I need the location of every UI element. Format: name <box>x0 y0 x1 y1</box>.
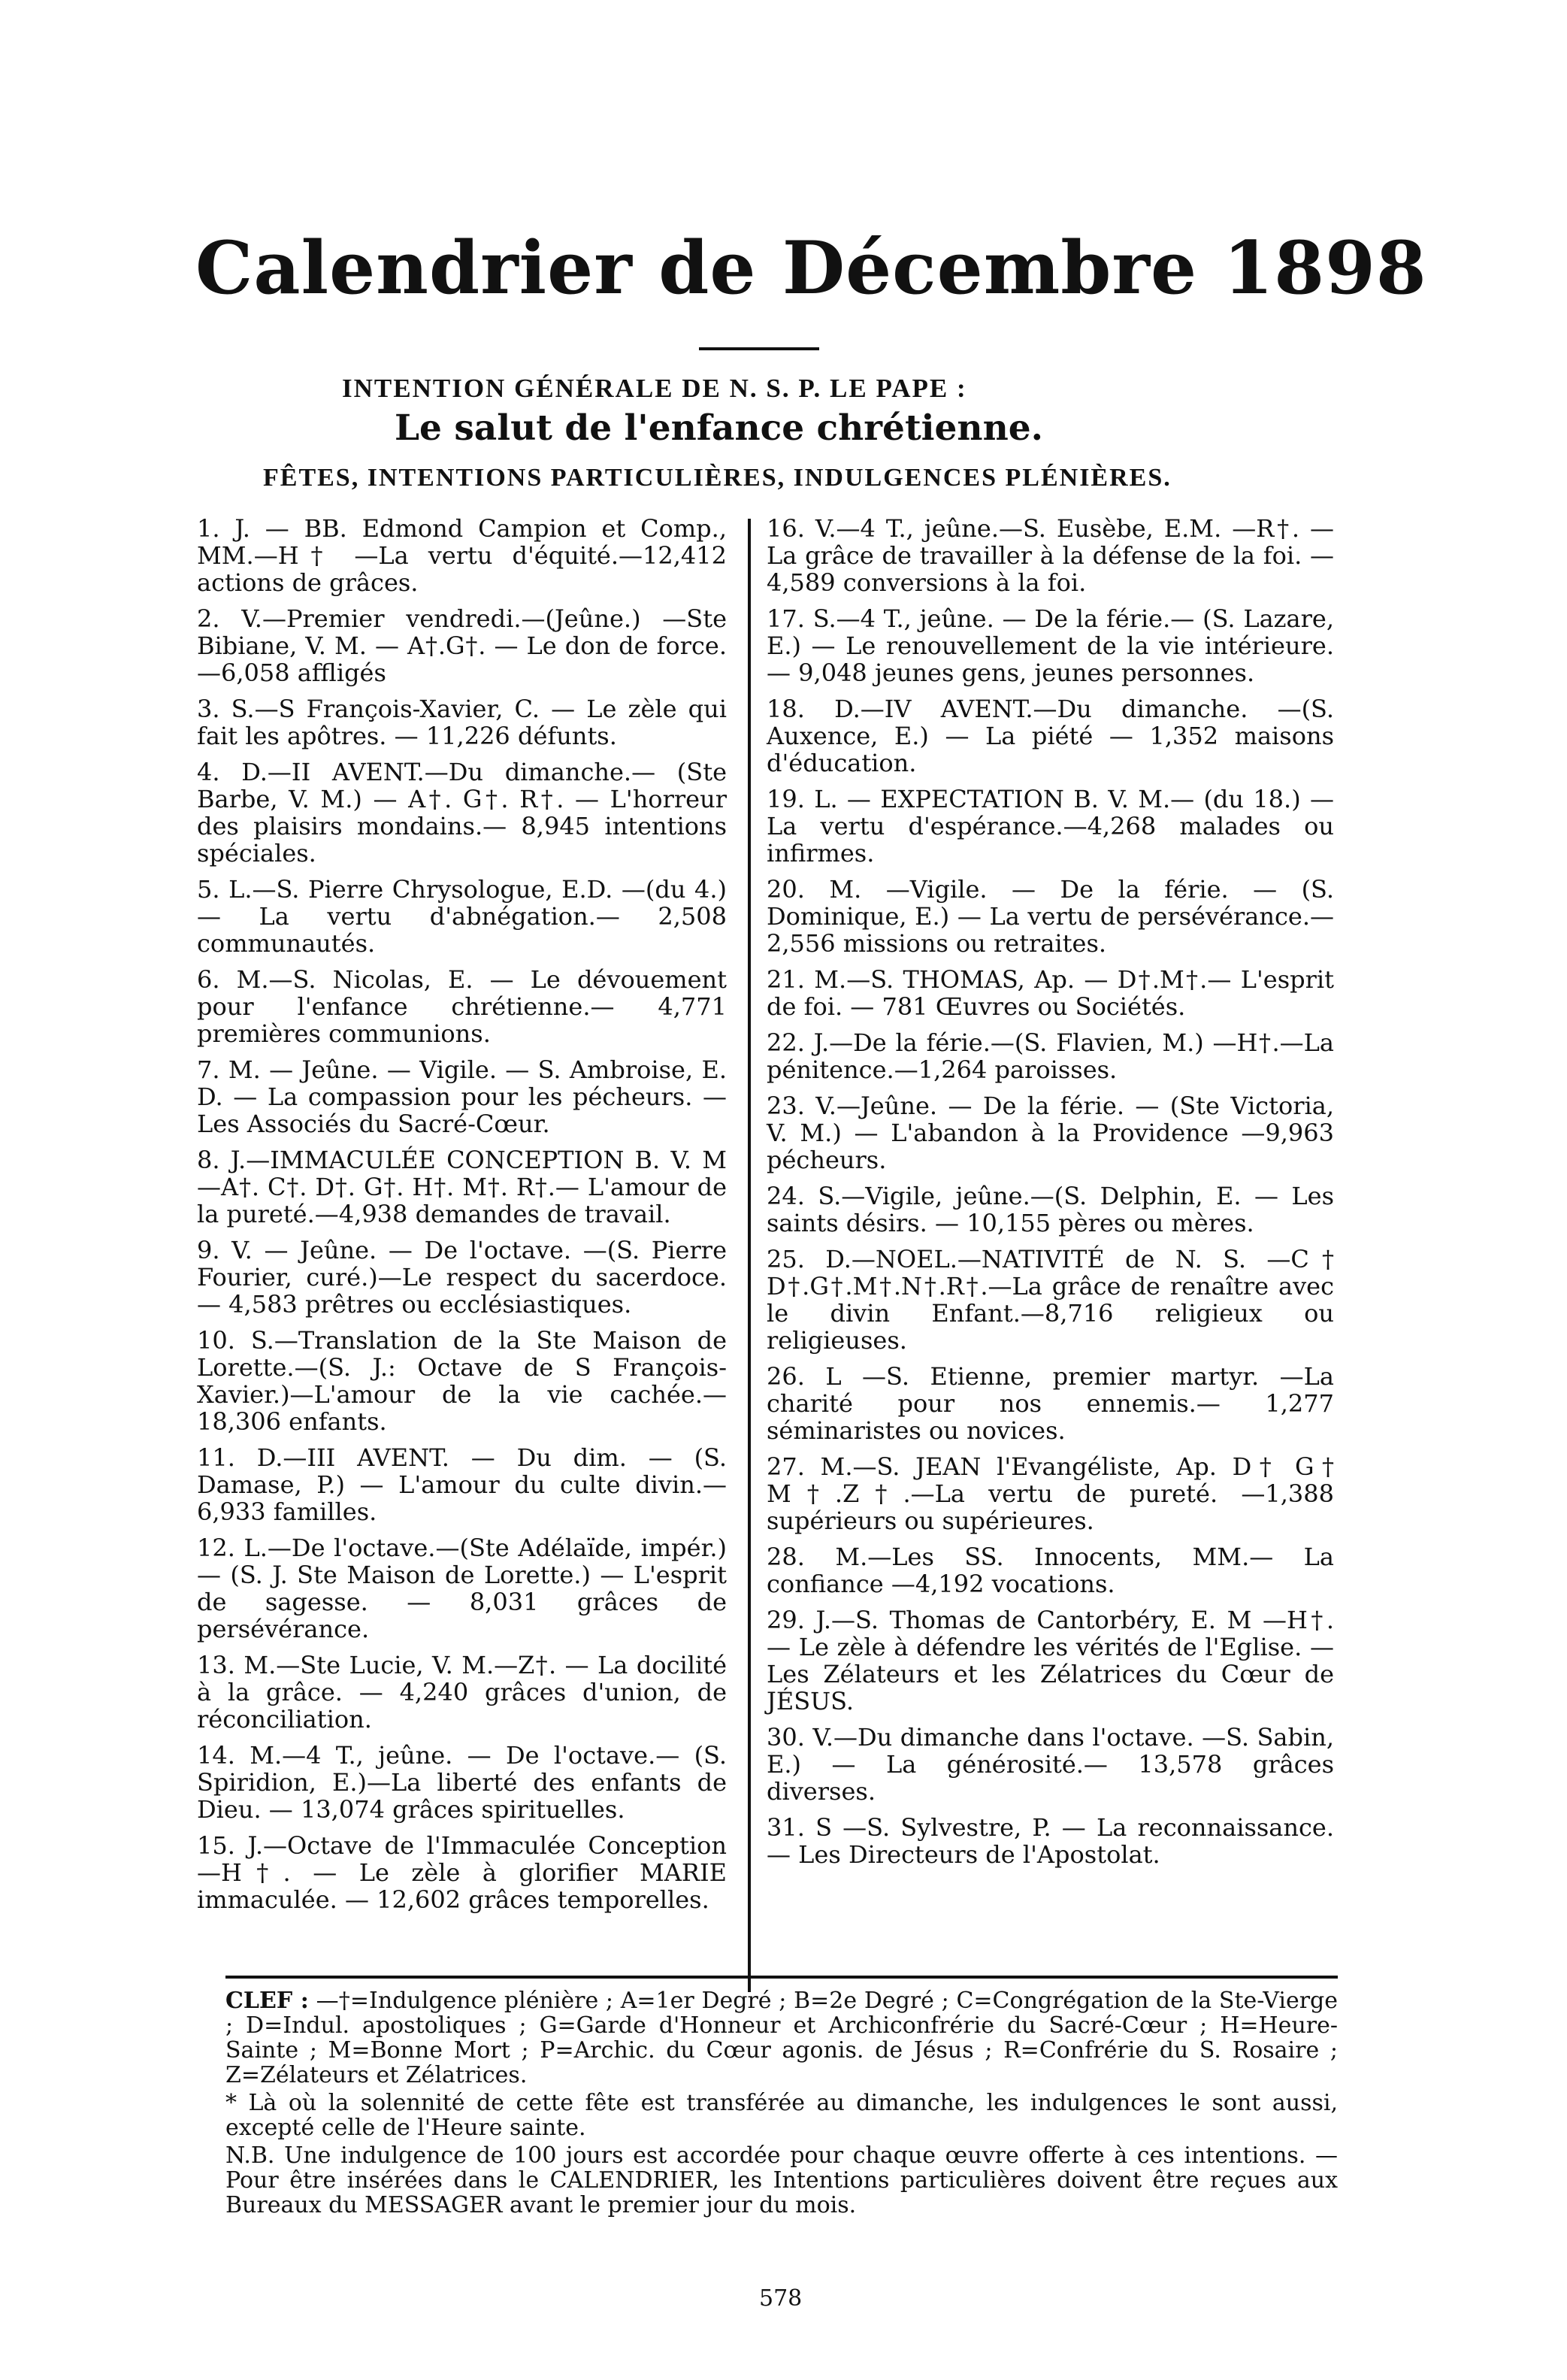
key-text: —†=Indulgence plénière ; A=1er Degré ; B=2e Degré ; C=Congrégation de la Ste-Vierge ; D=Indul. apostoliques ; G=Garde d'Honneur et Archiconfrérie du Sacré-Cœur ; H=Heure-Sainte ; M=Bonne Mort ; P=Archic. du Cœur agonis. de Jésus ; R=Confrérie du S. Rosaire ; Z=Zélateurs et Zélatrices. <box>225 1988 1338 2088</box>
calendar-entry: 9. V. — Jeûne. — De l'octave. —(S. Pierre Fourier, curé.)—Le respect du sacerdoce. — 4,583 prêtres ou ecclésiastiques. <box>197 1236 727 1319</box>
section-heading: FÊTES, INTENTIONS PARTICULIÈRES, INDULGENCES PLÉNIÈRES. <box>263 464 1172 492</box>
footer-notes <box>225 1988 1338 2221</box>
calendar-entry: 18. D.—IV AVENT.—Du dimanche. —(S. Auxence, E.) — La piété — 1,352 maisons d'éducation. <box>767 695 1334 777</box>
calendar-entry: 14. M.—4 T., jeûne. — De l'octave.— (S. Spiridion, E.)—La liberté des enfants de Dieu. — 13,074 grâces spirituelles. <box>197 1741 727 1824</box>
calendar-entry: 24. S.—Vigile, jeûne.—(S. Delphin, E. — Les saints désirs. — 10,155 pères ou mères. <box>767 1182 1334 1237</box>
intention-heading: INTENTION GÉNÉRALE DE N. S. P. LE PAPE : <box>342 374 967 403</box>
calendar-entry: 8. J.—IMMACULÉE CONCEPTION B. V. M —A†. C†. D†. G†. H†. M†. R†.— L'amour de la pureté.—4,938 demandes de travail. <box>197 1146 727 1228</box>
calendar-entry: 5. L.—S. Pierre Chrysologue, E.D. —(du 4.) — La vertu d'abnégation.— 2,508 communautés. <box>197 875 727 958</box>
title-divider <box>699 347 819 350</box>
calendar-entry: 29. J.—S. Thomas de Cantorbéry, E. M —H†. — Le zèle à défendre les vérités de l'Eglise. — Les Zélateurs et les Zélatrices du Cœur de JÉSUS. <box>767 1606 1334 1715</box>
calendar-entry: 23. V.—Jeûne. — De la férie. — (Ste Victoria, V. M.) — L'abandon à la Providence —9,963 pécheurs. <box>767 1092 1334 1174</box>
calendar-entry: 31. S —S. Sylvestre, P. — La reconnaissance. — Les Directeurs de l'Apostolat. <box>767 1813 1334 1869</box>
column-divider <box>748 519 751 1992</box>
calendar-entry: 11. D.—III AVENT. — Du dim. — (S. Damase, P.) — L'amour du culte divin.—6,933 familles. <box>197 1443 727 1526</box>
key-legend <box>225 1988 1338 2088</box>
calendar-entry: 12. L.—De l'octave.—(Ste Adélaïde, impér.) — (S. J. Ste Maison de Lorette.) — L'esprit de sagesse. — 8,031 grâces de persévérance. <box>197 1534 727 1643</box>
calendar-entry: 3. S.—S François-Xavier, C. — Le zèle qui fait les apôtres. — 11,226 défunts. <box>197 695 727 750</box>
page-title: Calendrier de Décembre 1898 <box>195 226 1427 310</box>
calendar-entry: 26. L —S. Etienne, premier martyr. —La charité pour nos ennemis.— 1,277 séminaristes ou novices. <box>767 1362 1334 1445</box>
calendar-entry: 25. D.—NOEL.—NATIVITÉ de N. S. —C† D†.G†.M†.N†.R†.—La grâce de renaître avec le divin Enfant.—8,716 religieux ou religieuses. <box>767 1245 1334 1355</box>
key-label: CLEF : <box>225 1988 309 2014</box>
left-column <box>197 515 727 1922</box>
calendar-entry: 13. M.—Ste Lucie, V. M.—Z†. — La docilité à la grâce. — 4,240 grâces d'union, de réconciliation. <box>197 1651 727 1734</box>
calendar-entry: 4. D.—II AVENT.—Du dimanche.— (Ste Barbe, V. M.) — A†. G†. R†. — L'horreur des plaisirs mondains.— 8,945 intentions spéciales. <box>197 758 727 868</box>
note-star: * Là où la solennité de cette fête est transférée au dimanche, les indulgences le sont aussi, excepté celle de l'Heure sainte. <box>225 2090 1338 2141</box>
calendar-entry: 20. M. —Vigile. — De la férie. — (S. Dominique, E.) — La vertu de persévérance.—2,556 missions ou retraites. <box>767 875 1334 958</box>
right-column <box>767 515 1334 1877</box>
calendar-entry: 27. M.—S. JEAN l'Evangéliste, Ap. D† G† M†.Z†.—La vertu de pureté. —1,388 supérieurs ou supérieures. <box>767 1452 1334 1535</box>
calendar-entry: 22. J.—De la férie.—(S. Flavien, M.) —H†.—La pénitence.—1,264 paroisses. <box>767 1028 1334 1084</box>
calendar-entry: 6. M.—S. Nicolas, E. — Le dévouement pour l'enfance chrétienne.— 4,771 premières communions. <box>197 965 727 1048</box>
calendar-entry: 21. M.—S. THOMAS, Ap. — D†.M†.— L'esprit de foi. — 781 Œuvres ou Sociétés. <box>767 965 1334 1021</box>
note-nb: N.B. Une indulgence de 100 jours est accordée pour chaque œuvre offerte à ces intentions. — Pour être insérées dans le CALENDRIER, les Intentions particulières doivent être reçues aux Bureaux du MESSAGER avant le premier jour du mois. <box>225 2142 1338 2218</box>
calendar-entry: 2. V.—Premier vendredi.—(Jeûne.) —Ste Bibiane, V. M. — A†.G†. — Le don de force.—6,058 affligés <box>197 604 727 687</box>
intention-subtitle: Le salut de l'enfance chrétienne. <box>395 407 1044 449</box>
calendar-entry: 7. M. — Jeûne. — Vigile. — S. Ambroise, E. D. — La compassion pour les pécheurs. — Les Associés du Sacré-Cœur. <box>197 1055 727 1138</box>
calendar-entry: 19. L. — EXPECTATION B. V. M.— (du 18.) — La vertu d'espérance.—4,268 malades ou infirmes. <box>767 785 1334 868</box>
calendar-entry: 28. M.—Les SS. Innocents, MM.— La confiance —4,192 vocations. <box>767 1543 1334 1598</box>
calendar-entry: 16. V.—4 T., jeûne.—S. Eusèbe, E.M. —R†. — La grâce de travailler à la défense de la foi. — 4,589 conversions à la foi. <box>767 514 1334 597</box>
calendar-entry: 17. S.—4 T., jeûne. — De la férie.— (S. Lazare, E.) — Le renouvellement de la vie intérieure. — 9,048 jeunes gens, jeunes personnes. <box>767 604 1334 687</box>
page-number: 578 <box>759 2285 803 2312</box>
footer-divider <box>225 1976 1338 1979</box>
calendar-entry: 10. S.—Translation de la Ste Maison de Lorette.—(S. J.: Octave de S François-Xavier.)—L'amour de la vie cachée.—18,306 enfants. <box>197 1326 727 1436</box>
calendar-entry: 1. J. — BB. Edmond Campion et Comp., MM.—H† —La vertu d'équité.—12,412 actions de grâces. <box>197 514 727 597</box>
calendar-entry: 15. J.—Octave de l'Immaculée Conception —H†. — Le zèle à glorifier MARIE immaculée. — 12,602 grâces temporelles. <box>197 1831 727 1914</box>
calendar-entry: 30. V.—Du dimanche dans l'octave. —S. Sabin, E.) — La générosité.— 13,578 grâces diverses. <box>767 1723 1334 1806</box>
